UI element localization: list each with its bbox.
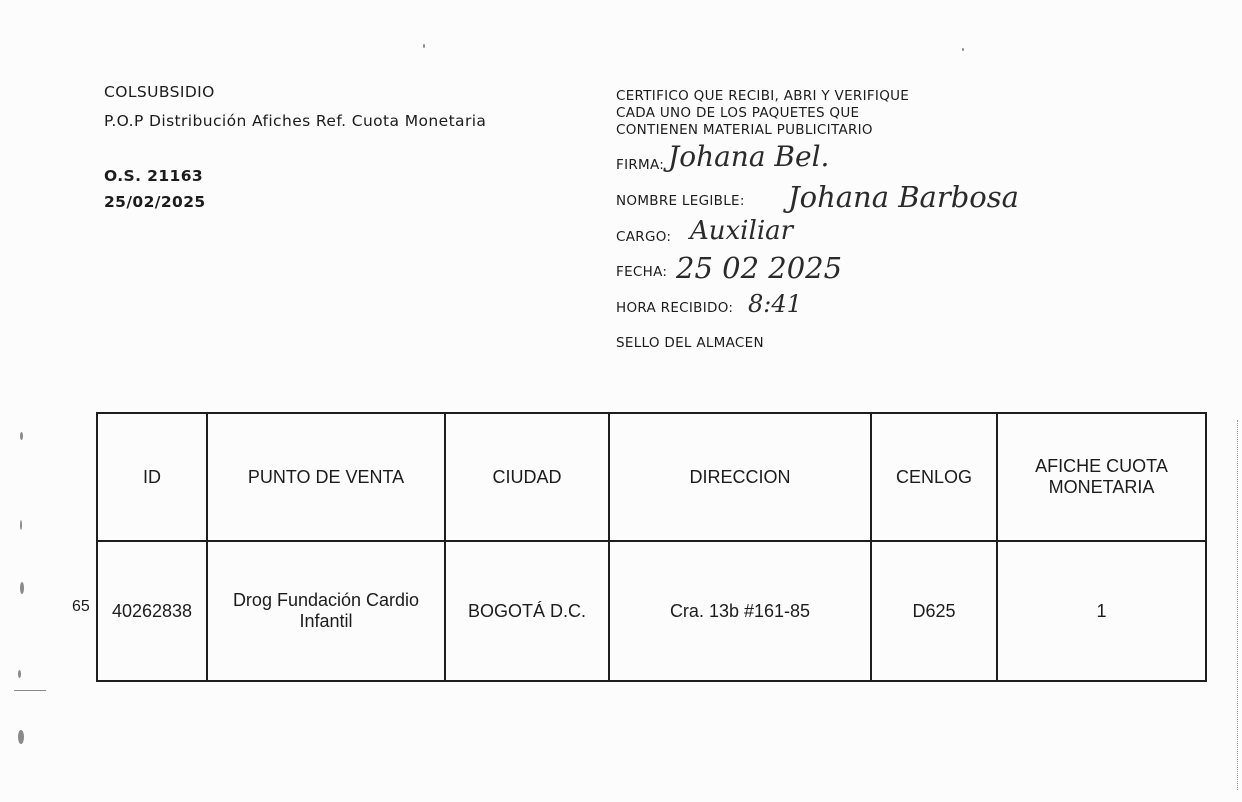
scan-speck bbox=[18, 730, 24, 744]
scan-speck bbox=[18, 670, 21, 678]
distribution-description: P.O.P Distribución Afiches Ref. Cuota Monetaria bbox=[104, 112, 487, 130]
order-number: O.S. 21163 bbox=[104, 167, 204, 185]
header-id: ID bbox=[97, 413, 207, 541]
sello-label: SELLO DEL ALMACEN bbox=[616, 335, 764, 351]
cargo-handwritten: Auxiliar bbox=[690, 216, 794, 246]
scan-edge bbox=[1237, 420, 1240, 790]
cell-id: 40262838 bbox=[97, 541, 207, 681]
certification-line-1: CERTIFICO QUE RECIBI, ABRI Y VERIFIQUE bbox=[616, 88, 910, 104]
header-punto-de-venta: PUNTO DE VENTA bbox=[207, 413, 445, 541]
signature: Johana Bel. bbox=[668, 140, 830, 173]
cargo-label: CARGO: bbox=[616, 229, 672, 245]
fecha-handwritten: 25 02 2025 bbox=[676, 251, 843, 285]
certification-line-2: CADA UNO DE LOS PAQUETES QUE bbox=[616, 105, 860, 121]
row-number: 65 bbox=[72, 598, 90, 615]
hora-handwritten: 8:41 bbox=[748, 290, 802, 318]
firma-label: FIRMA: bbox=[616, 157, 665, 173]
scan-speck bbox=[14, 690, 46, 691]
cell-punto-de-venta: Drog Fundación Cardio Infantil bbox=[207, 541, 445, 681]
table-row bbox=[97, 541, 1206, 681]
nombre-label: NOMBRE LEGIBLE: bbox=[616, 193, 745, 209]
header-cenlog: CENLOG bbox=[871, 413, 997, 541]
header-direccion: DIRECCION bbox=[609, 413, 871, 541]
header-ciudad: CIUDAD bbox=[445, 413, 609, 541]
scan-speck bbox=[20, 520, 22, 530]
scan-speck bbox=[962, 48, 964, 51]
delivery-table bbox=[96, 412, 1207, 682]
certification-line-3: CONTIENEN MATERIAL PUBLICITARIO bbox=[616, 122, 873, 138]
cell-direccion: Cra. 13b #161-85 bbox=[609, 541, 871, 681]
cell-ciudad: BOGOTÁ D.C. bbox=[445, 541, 609, 681]
nombre-handwritten: Johana Barbosa bbox=[788, 180, 1019, 214]
order-date: 25/02/2025 bbox=[104, 193, 206, 211]
certification-statement bbox=[616, 88, 909, 139]
cell-afiche-cuota: 1 bbox=[997, 541, 1206, 681]
scan-speck bbox=[423, 44, 425, 48]
hora-label: HORA RECIBIDO: bbox=[616, 300, 734, 316]
table-header-row bbox=[97, 413, 1206, 541]
scan-speck bbox=[20, 582, 24, 594]
fecha-label: FECHA: bbox=[616, 264, 668, 280]
company-name: COLSUBSIDIO bbox=[104, 83, 215, 101]
header-afiche-cuota-monetaria: AFICHE CUOTA MONETARIA bbox=[997, 413, 1206, 541]
cell-cenlog: D625 bbox=[871, 541, 997, 681]
scan-speck bbox=[20, 432, 23, 440]
